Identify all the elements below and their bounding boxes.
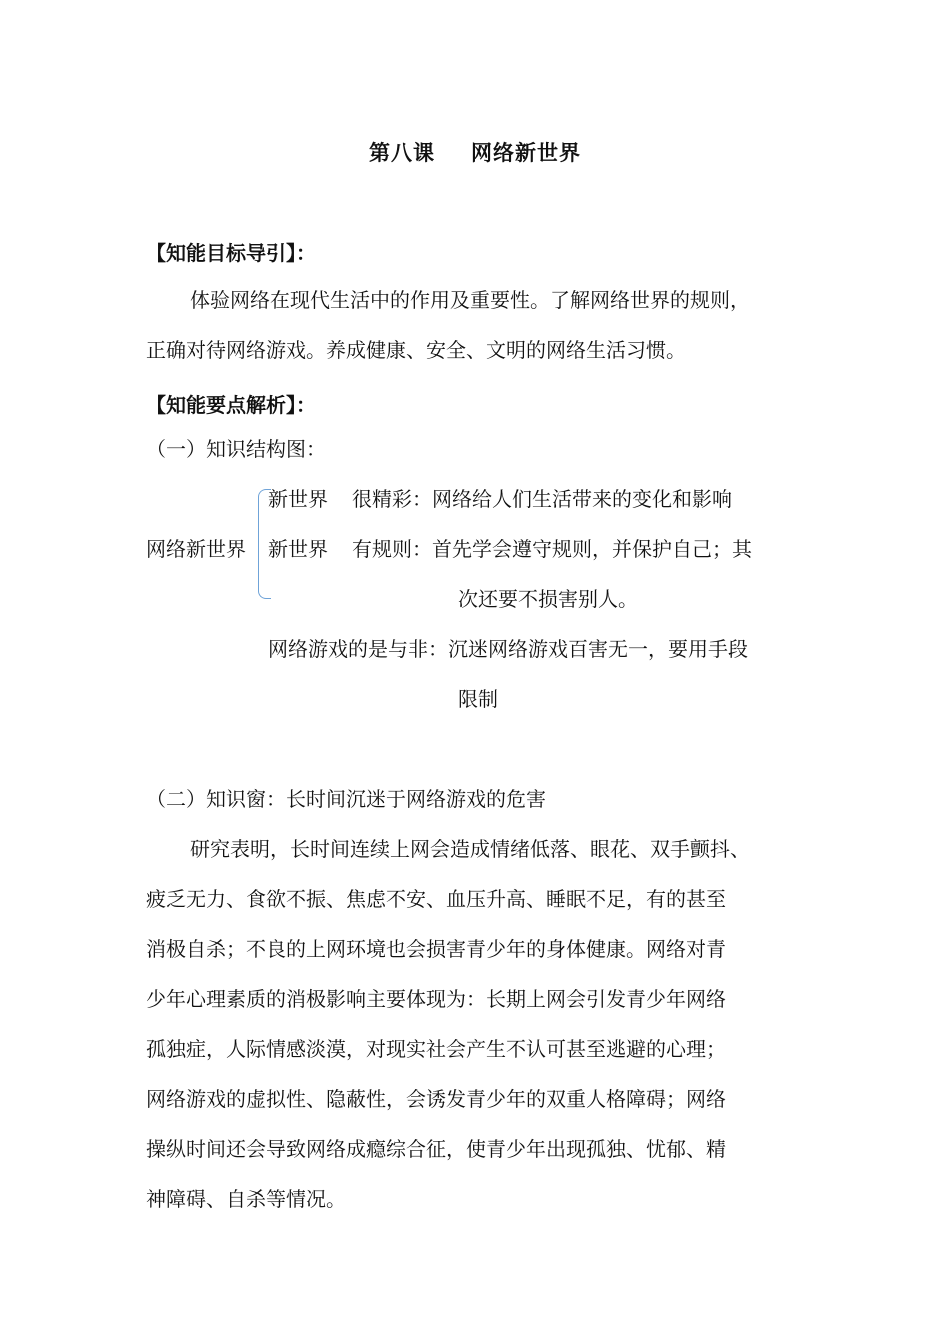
paragraph-line-7: 操纵时间还会导致网络成瘾综合征，使青少年出现孤独、忧郁、精	[146, 1137, 726, 1161]
paragraph-line-3: 消极自杀；不良的上网环境也会损害青少年的身体健康。网络对青	[146, 937, 726, 961]
page-title	[0, 137, 950, 167]
branch-2-key: 有规则：	[352, 537, 432, 561]
paragraph-line-8: 神障碍、自杀等情况。	[146, 1187, 346, 1211]
diagram-root: 网络新世界	[146, 537, 246, 561]
paragraph-line-1: 研究表明，长时间连续上网会造成情绪低落、眼花、双手颤抖、	[190, 837, 750, 861]
extra-text: 沉迷网络游戏百害无一，要用手段	[448, 637, 748, 661]
branch-2-text: 首先学会遵守规则，并保护自己；其	[432, 537, 752, 561]
subheading-knowledge-window: （二）知识窗：长时间沉迷于网络游戏的危害	[146, 787, 546, 811]
subheading-structure: （一）知识结构图：	[146, 437, 326, 461]
diagram-extra	[268, 624, 748, 674]
objectives-line-1: 体验网络在现代生活中的作用及重要性。了解网络世界的规则，	[190, 288, 750, 312]
title-topic: 网络新世界	[471, 141, 581, 165]
branch-1-label: 新世界	[268, 487, 328, 511]
branch-1-text: 网络给人们生活带来的变化和影响	[432, 487, 732, 511]
paragraph-line-2: 疲乏无力、食欲不振、焦虑不安、血压升高、睡眠不足，有的甚至	[146, 887, 726, 911]
paragraph-line-4: 少年心理素质的消极影响主要体现为：长期上网会引发青少年网络	[146, 987, 726, 1011]
objectives-line-2: 正确对待网络游戏。养成健康、安全、文明的网络生活习惯。	[146, 338, 686, 362]
branch-2-text-continued: 次还要不损害别人。	[458, 587, 638, 611]
paragraph-line-5: 孤独症，人际情感淡漠，对现实社会产生不认可甚至逃避的心理；	[146, 1037, 726, 1061]
extra-text-continued: 限制	[458, 687, 498, 711]
diagram-branch-1	[268, 474, 732, 524]
extra-key: 网络游戏的是与非：	[268, 637, 448, 661]
title-lesson: 第八课	[369, 141, 435, 165]
section-heading-objectives: 【知能目标导引】：	[146, 241, 316, 265]
paragraph-line-6: 网络游戏的虚拟性、隐蔽性，会诱发青少年的双重人格障碍；网络	[146, 1087, 726, 1111]
branch-2-label: 新世界	[268, 537, 328, 561]
diagram-branch-2	[268, 524, 752, 574]
branch-1-key: 很精彩：	[352, 487, 432, 511]
section-heading-analysis: 【知能要点解析】：	[146, 393, 316, 417]
